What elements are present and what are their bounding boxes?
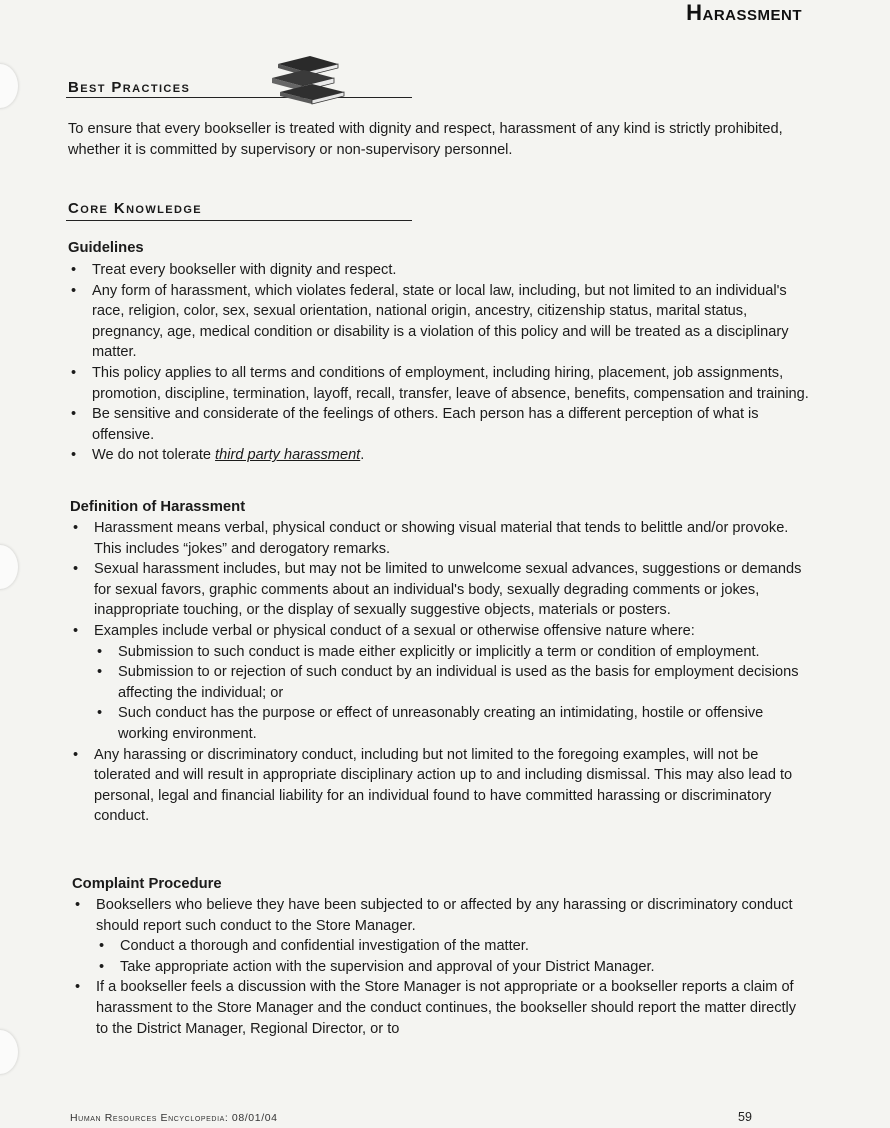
sub-list-item: • Submission to or rejection of such conduct by an individual is used as the basis for employment decisions affecting the individual; or (94, 662, 812, 703)
list-item: • If a bookseller feels a discussion with the Store Manager is not appropriate or a bookseller reports a claim of harassment to the Store Manager and the conduct continues, the bookseller should report the matter directly to the District Manager, Regional Director, or to (72, 977, 812, 1039)
list-item (70, 621, 812, 745)
guidelines-title: Guidelines (68, 240, 144, 256)
list-item: • This policy applies to all terms and conditions of employment, including hiring, placement, job assignments, promotion, discipline, termination, layoff, recall, transfer, leave of absence, benefits, compensation and training. (68, 363, 810, 404)
best-practices-heading: Best Practices (68, 79, 191, 96)
page-number: 59 (738, 1110, 752, 1124)
list-item (68, 445, 810, 466)
list-item: • Be sensitive and considerate of the feelings of others. Each person has a different perception of what is offensive. (68, 404, 810, 445)
page-title: Harassment (686, 0, 802, 25)
list-item: • Any form of harassment, which violates federal, state or local law, including, but not limited to an individual's race, religion, color, sex, sexual orientation, national origin, ancestry, citizenship status, marital status, pregnancy, age, medical condition or disability is a violation of this policy and will be treated as a disciplinary matter. (68, 281, 810, 363)
list-item: • Sexual harassment includes, but may not be limited to unwelcome sexual advances, suggestions or demands for sexual favors, graphic comments about an individual's body, sexually degrading comments or jokes, inappropriate touching, or the display of sexually suggestive objects, materials or posters. (70, 559, 812, 621)
list-item (72, 895, 812, 977)
list-item-text: We do not tolerate (92, 447, 216, 464)
sub-list-item: • Such conduct has the purpose or effect of unreasonably creating an intimidating, hostile or offensive working environment. (94, 703, 812, 744)
sub-list-item: • Submission to such conduct is made either explicitly or implicitly a term or condition of employment. (94, 642, 812, 663)
complaint-sublist (96, 936, 812, 977)
list-item-text: Booksellers who believe they have been subjected to or affected by any harassing or discriminatory conduct should report such conduct to the Store Manager. (96, 897, 793, 934)
section-divider (66, 97, 412, 98)
stack-of-books-icon (268, 54, 350, 106)
list-item: • Treat every bookseller with dignity and respect. (68, 260, 810, 281)
punch-hole (0, 545, 18, 589)
footer-source: Human Resources Encyclopedia: 08/01/04 (70, 1112, 278, 1124)
best-practices-text: To ensure that every bookseller is treated with dignity and respect, harassment of any kind is strictly prohibited, whether it is committed by supervisory or non-supervisory personnel. (68, 121, 783, 158)
list-item: • Any harassing or discriminatory conduct, including but not limited to the foregoing examples, will not be tolerated and will result in appropriate disciplinary action up to and including dismissal. This may also lead to personal, legal and financial liability for an individual found to have committed harassing or discriminatory conduct. (70, 745, 812, 827)
guidelines-list (68, 260, 810, 466)
definition-list (70, 518, 812, 827)
definition-title: Definition of Harassment (70, 499, 246, 515)
core-knowledge-heading: Core Knowledge (68, 200, 203, 217)
complaint-procedure-title: Complaint Procedure (72, 876, 222, 892)
list-item-text: . (360, 447, 365, 464)
list-item-text: Examples include verbal or physical conduct of a sexual or otherwise offensive nature where: (94, 622, 695, 639)
punch-hole (0, 64, 18, 108)
complaint-list (72, 895, 812, 1039)
section-divider (66, 220, 412, 221)
third-party-harassment-link[interactable]: third party harassment (215, 447, 361, 464)
punch-hole (0, 1030, 18, 1074)
sub-list-item: • Take appropriate action with the supervision and approval of your District Manager. (96, 957, 812, 978)
sub-list-item: • Conduct a thorough and confidential investigation of the matter. (96, 936, 812, 957)
list-item: • Harassment means verbal, physical conduct or showing visual material that tends to belittle and/or provoke. This includes “jokes” and derogatory remarks. (70, 518, 812, 559)
definition-sublist (94, 642, 812, 745)
